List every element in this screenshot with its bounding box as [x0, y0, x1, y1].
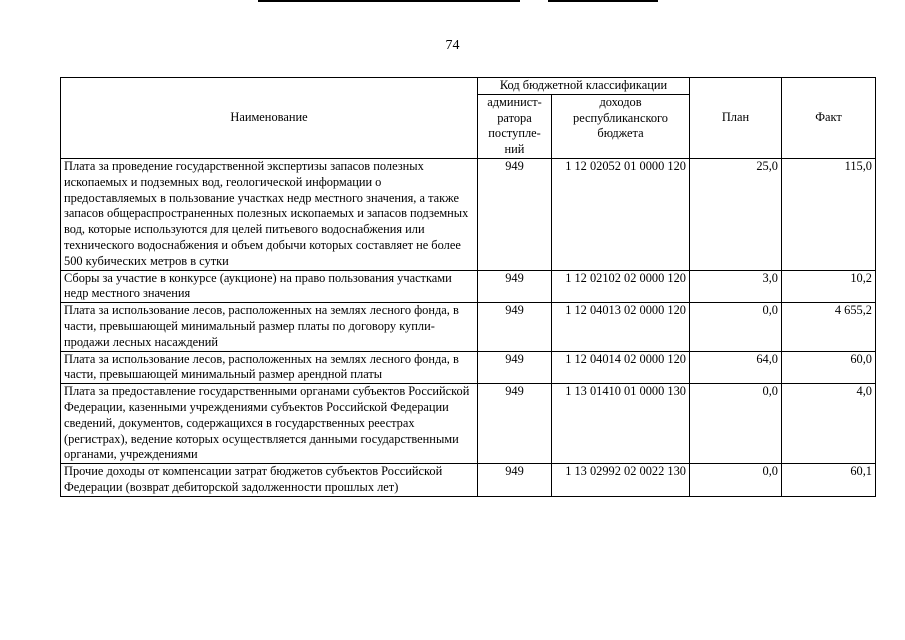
top-rule: [548, 0, 658, 2]
top-rule: [258, 0, 520, 2]
row-plan-cell: 0,0: [690, 464, 782, 497]
row-admin-code-cell: 949: [478, 464, 552, 497]
row-plan-cell: 64,0: [690, 351, 782, 384]
header-fact: Факт: [782, 78, 876, 159]
header-name: Наименование: [61, 78, 478, 159]
row-fact-cell: 60,1: [782, 464, 876, 497]
row-plan-cell: 0,0: [690, 384, 782, 464]
table-row: [61, 384, 876, 464]
row-fact-cell: 10,2: [782, 270, 876, 303]
row-fact-cell: 4,0: [782, 384, 876, 464]
row-name-cell: Плата за использование лесов, расположенных на землях лесного фонда, в части, превышающей минимальный размер платы по договору купли-продажи лесных насаждений: [61, 303, 478, 351]
row-plan-cell: 3,0: [690, 270, 782, 303]
row-admin-code-cell: 949: [478, 270, 552, 303]
table-row: [61, 351, 876, 384]
page-number: 74: [445, 38, 460, 53]
row-classification-code-cell: 1 12 04014 02 0000 120: [552, 351, 690, 384]
row-admin-code-cell: 949: [478, 384, 552, 464]
row-admin-code-cell: 949: [478, 303, 552, 351]
row-name-cell: Сборы за участие в конкурсе (аукционе) на право пользования участками недр местного значения: [61, 270, 478, 303]
row-classification-code-cell: 1 13 01410 01 0000 130: [552, 384, 690, 464]
header-code-group: Код бюджетной классификации: [478, 78, 690, 95]
row-name-cell: Плата за предоставление государственными органами субъектов Российской Федерации, казенными учреждениями субъектов Российской Федерации сведений, документов, содержащихся в государственных реестрах (регистрах), ведение которых осуществляется данными государственными органами, учреждениями: [61, 384, 478, 464]
row-admin-code-cell: 949: [478, 351, 552, 384]
header-plan: План: [690, 78, 782, 159]
row-fact-cell: 60,0: [782, 351, 876, 384]
row-plan-cell: 25,0: [690, 158, 782, 270]
budget-table: [60, 77, 876, 497]
row-plan-cell: 0,0: [690, 303, 782, 351]
header-admin: админист- ратора поступле- ний: [478, 94, 552, 158]
row-name-cell: Плата за проведение государственной экспертизы запасов полезных ископаемых и подземных вод, геологической информации о предоставляемых в пользование участках недр местного значения, а также запасов общераспространенных полезных ископаемых и запасов подземных вод, которые используются для целей питьевого водоснабжения или технического водоснабжения и объем добычи которых составляет не более 500 кубических метров в сутки: [61, 158, 478, 270]
table-row: [61, 303, 876, 351]
row-classification-code-cell: 1 12 02052 01 0000 120: [552, 158, 690, 270]
row-classification-code-cell: 1 13 02992 02 0022 130: [552, 464, 690, 497]
table-body: [61, 158, 876, 496]
row-name-cell: Прочие доходы от компенсации затрат бюджетов субъектов Российской Федерации (возврат дебиторской задолженности прошлых лет): [61, 464, 478, 497]
table-row: [61, 464, 876, 497]
row-classification-code-cell: 1 12 02102 02 0000 120: [552, 270, 690, 303]
row-classification-code-cell: 1 12 04013 02 0000 120: [552, 303, 690, 351]
header-revenue: доходов республиканского бюджета: [552, 94, 690, 158]
row-fact-cell: 115,0: [782, 158, 876, 270]
row-name-cell: Плата за использование лесов, расположенных на землях лесного фонда, в части, превышающей минимальный размер арендной платы: [61, 351, 478, 384]
row-admin-code-cell: 949: [478, 158, 552, 270]
row-fact-cell: 4 655,2: [782, 303, 876, 351]
table-row: [61, 270, 876, 303]
table-row: [61, 158, 876, 270]
